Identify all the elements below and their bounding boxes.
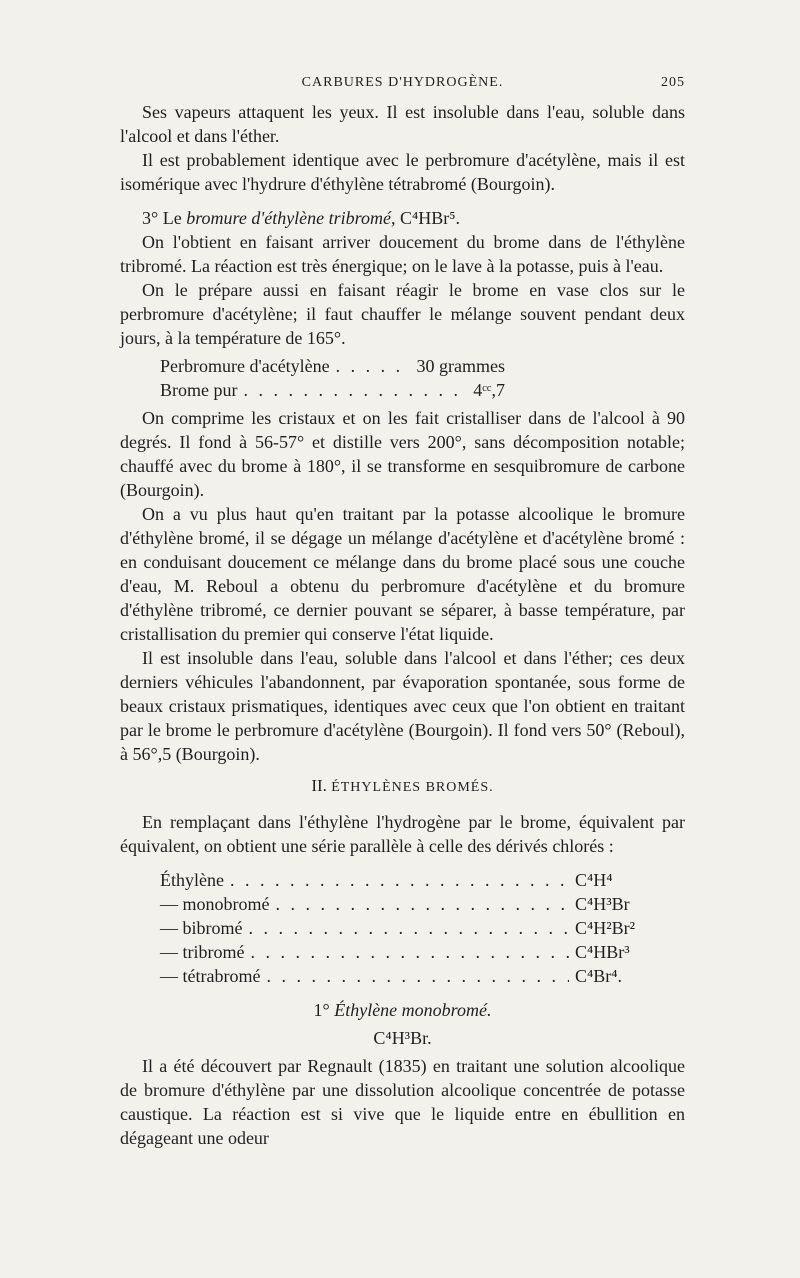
series-label: — tétrabromé <box>160 966 261 986</box>
series-row <box>160 940 630 964</box>
series-row <box>160 916 636 940</box>
section-heading <box>120 774 685 800</box>
series-formula: C⁴H³Br <box>575 894 630 914</box>
recipe-table <box>160 354 505 402</box>
leader-dots <box>276 892 570 916</box>
subsection-heading <box>120 998 685 1022</box>
recipe-value: 30 grammes <box>416 356 505 376</box>
series-row <box>160 868 630 892</box>
paragraph: Il est insoluble dans l'eau, soluble dans l'alcool et dans l'éther; ces deux derniers véhicules l'abandonnent, par évaporation spontanée, sous forme de beaux cristaux prismatiques, identiques avec ceux que l'on obtient en traitant par le brome le perbromure d'acétylène (Bourgoin). Il fond vers 50° (Reboul), à 56°,5 (Bourgoin). <box>120 648 685 764</box>
recipe-row <box>160 378 505 402</box>
paragraph: Il a été découvert par Regnault (1835) en traitant une solution alcoolique de bromure d'éthylène par une dissolution alcoolique concentrée de potasse caustique. La réaction est si vive que le liquide entre en ébullition en dégageant une odeur <box>120 1056 685 1148</box>
series-formula: C⁴H²Br² <box>575 918 636 938</box>
series-table <box>160 868 636 988</box>
series-label: — bibromé <box>160 918 243 938</box>
paragraph: On a vu plus haut qu'en traitant par la potasse alcoolique le bromure d'éthylène bromé, il se dégage un mélange d'acétylène et d'acétylène bromé : en conduisant doucement ce mélange dans du brome placé sous une couche d'eau, M. Reboul a obtenu du perbromure d'acétylène et du bromure d'éthylène tribromé, ce dernier pouvant se séparer, à basse température, par cristallisation du premier qui conserve l'état liquide. <box>120 504 685 644</box>
heading-formula: , C⁴HBr⁵. <box>391 208 461 228</box>
subsection-number: 1° <box>313 1000 330 1020</box>
recipe-label: Brome pur <box>160 380 238 400</box>
leader-dots <box>249 916 570 940</box>
paragraph: On le prépare aussi en faisant réagir le brome en vase clos sur le perbromure d'acétylène; il faut chauffer le mélange souvent pendant deux jours, à la température de 165°. <box>120 280 685 348</box>
subsection-title: Éthylène monobromé. <box>334 1000 492 1020</box>
page-body <box>120 100 685 1150</box>
series-formula: C⁴HBr³ <box>575 942 630 962</box>
leader-dots <box>230 868 569 892</box>
series-label: — tribromé <box>160 942 245 962</box>
section-number: II. <box>311 776 327 795</box>
paragraph: En remplaçant dans l'éthylène l'hydrogène par le brome, équivalent par équivalent, on obtient une série parallèle à celle des dérivés chlorés : <box>120 812 685 856</box>
recipe-value: 4ᶜᶜ,7 <box>473 380 505 400</box>
series-row <box>160 964 630 988</box>
header-title: CARBURES D'HYDROGÈNE. <box>301 75 504 90</box>
heading-prefix: 3° Le <box>142 208 187 228</box>
subsection-formula: C⁴H³Br. <box>373 1028 432 1048</box>
heading-compound-name: bromure d'éthylène tribromé <box>186 208 391 228</box>
series-formula: C⁴H⁴ <box>575 870 613 890</box>
leader-dots <box>243 378 467 402</box>
paragraph: Ses vapeurs attaquent les yeux. Il est insoluble dans l'eau, soluble dans l'alcool et dans l'éther. <box>120 102 685 146</box>
leader-dots <box>336 354 411 378</box>
paragraph: Il est probablement identique avec le perbromure d'acétylène, mais il est isomérique avec l'hydrure d'éthylène tétrabromé (Bourgoin). <box>120 150 685 194</box>
recipe-row <box>160 354 505 378</box>
recipe-label: Perbromure d'acétylène <box>160 356 330 376</box>
paragraph: On l'obtient en faisant arriver doucement du brome dans de l'éthylène tribromé. La réaction est très énergique; on le lave à la potasse, puis à l'eau. <box>120 232 685 276</box>
page-number: 205 <box>661 75 685 90</box>
running-header <box>120 75 685 97</box>
section-title: ÉTHYLÈNES BROMÉS. <box>331 780 494 795</box>
compound-heading <box>120 206 685 230</box>
paragraph: On comprime les cristaux et on les fait cristalliser dans de l'alcool à 90 degrés. Il fond à 56-57° et distille vers 200°, sans décomposition notable; chauffé avec du brome à 180°, il se transforme en sesquibromure de carbone (Bourgoin). <box>120 408 685 500</box>
series-label: — monobromé <box>160 894 270 914</box>
leader-dots <box>250 940 569 964</box>
leader-dots <box>266 964 569 988</box>
series-formula: C⁴Br⁴. <box>575 966 623 986</box>
series-label: Éthylène <box>160 870 224 890</box>
series-row <box>160 892 630 916</box>
